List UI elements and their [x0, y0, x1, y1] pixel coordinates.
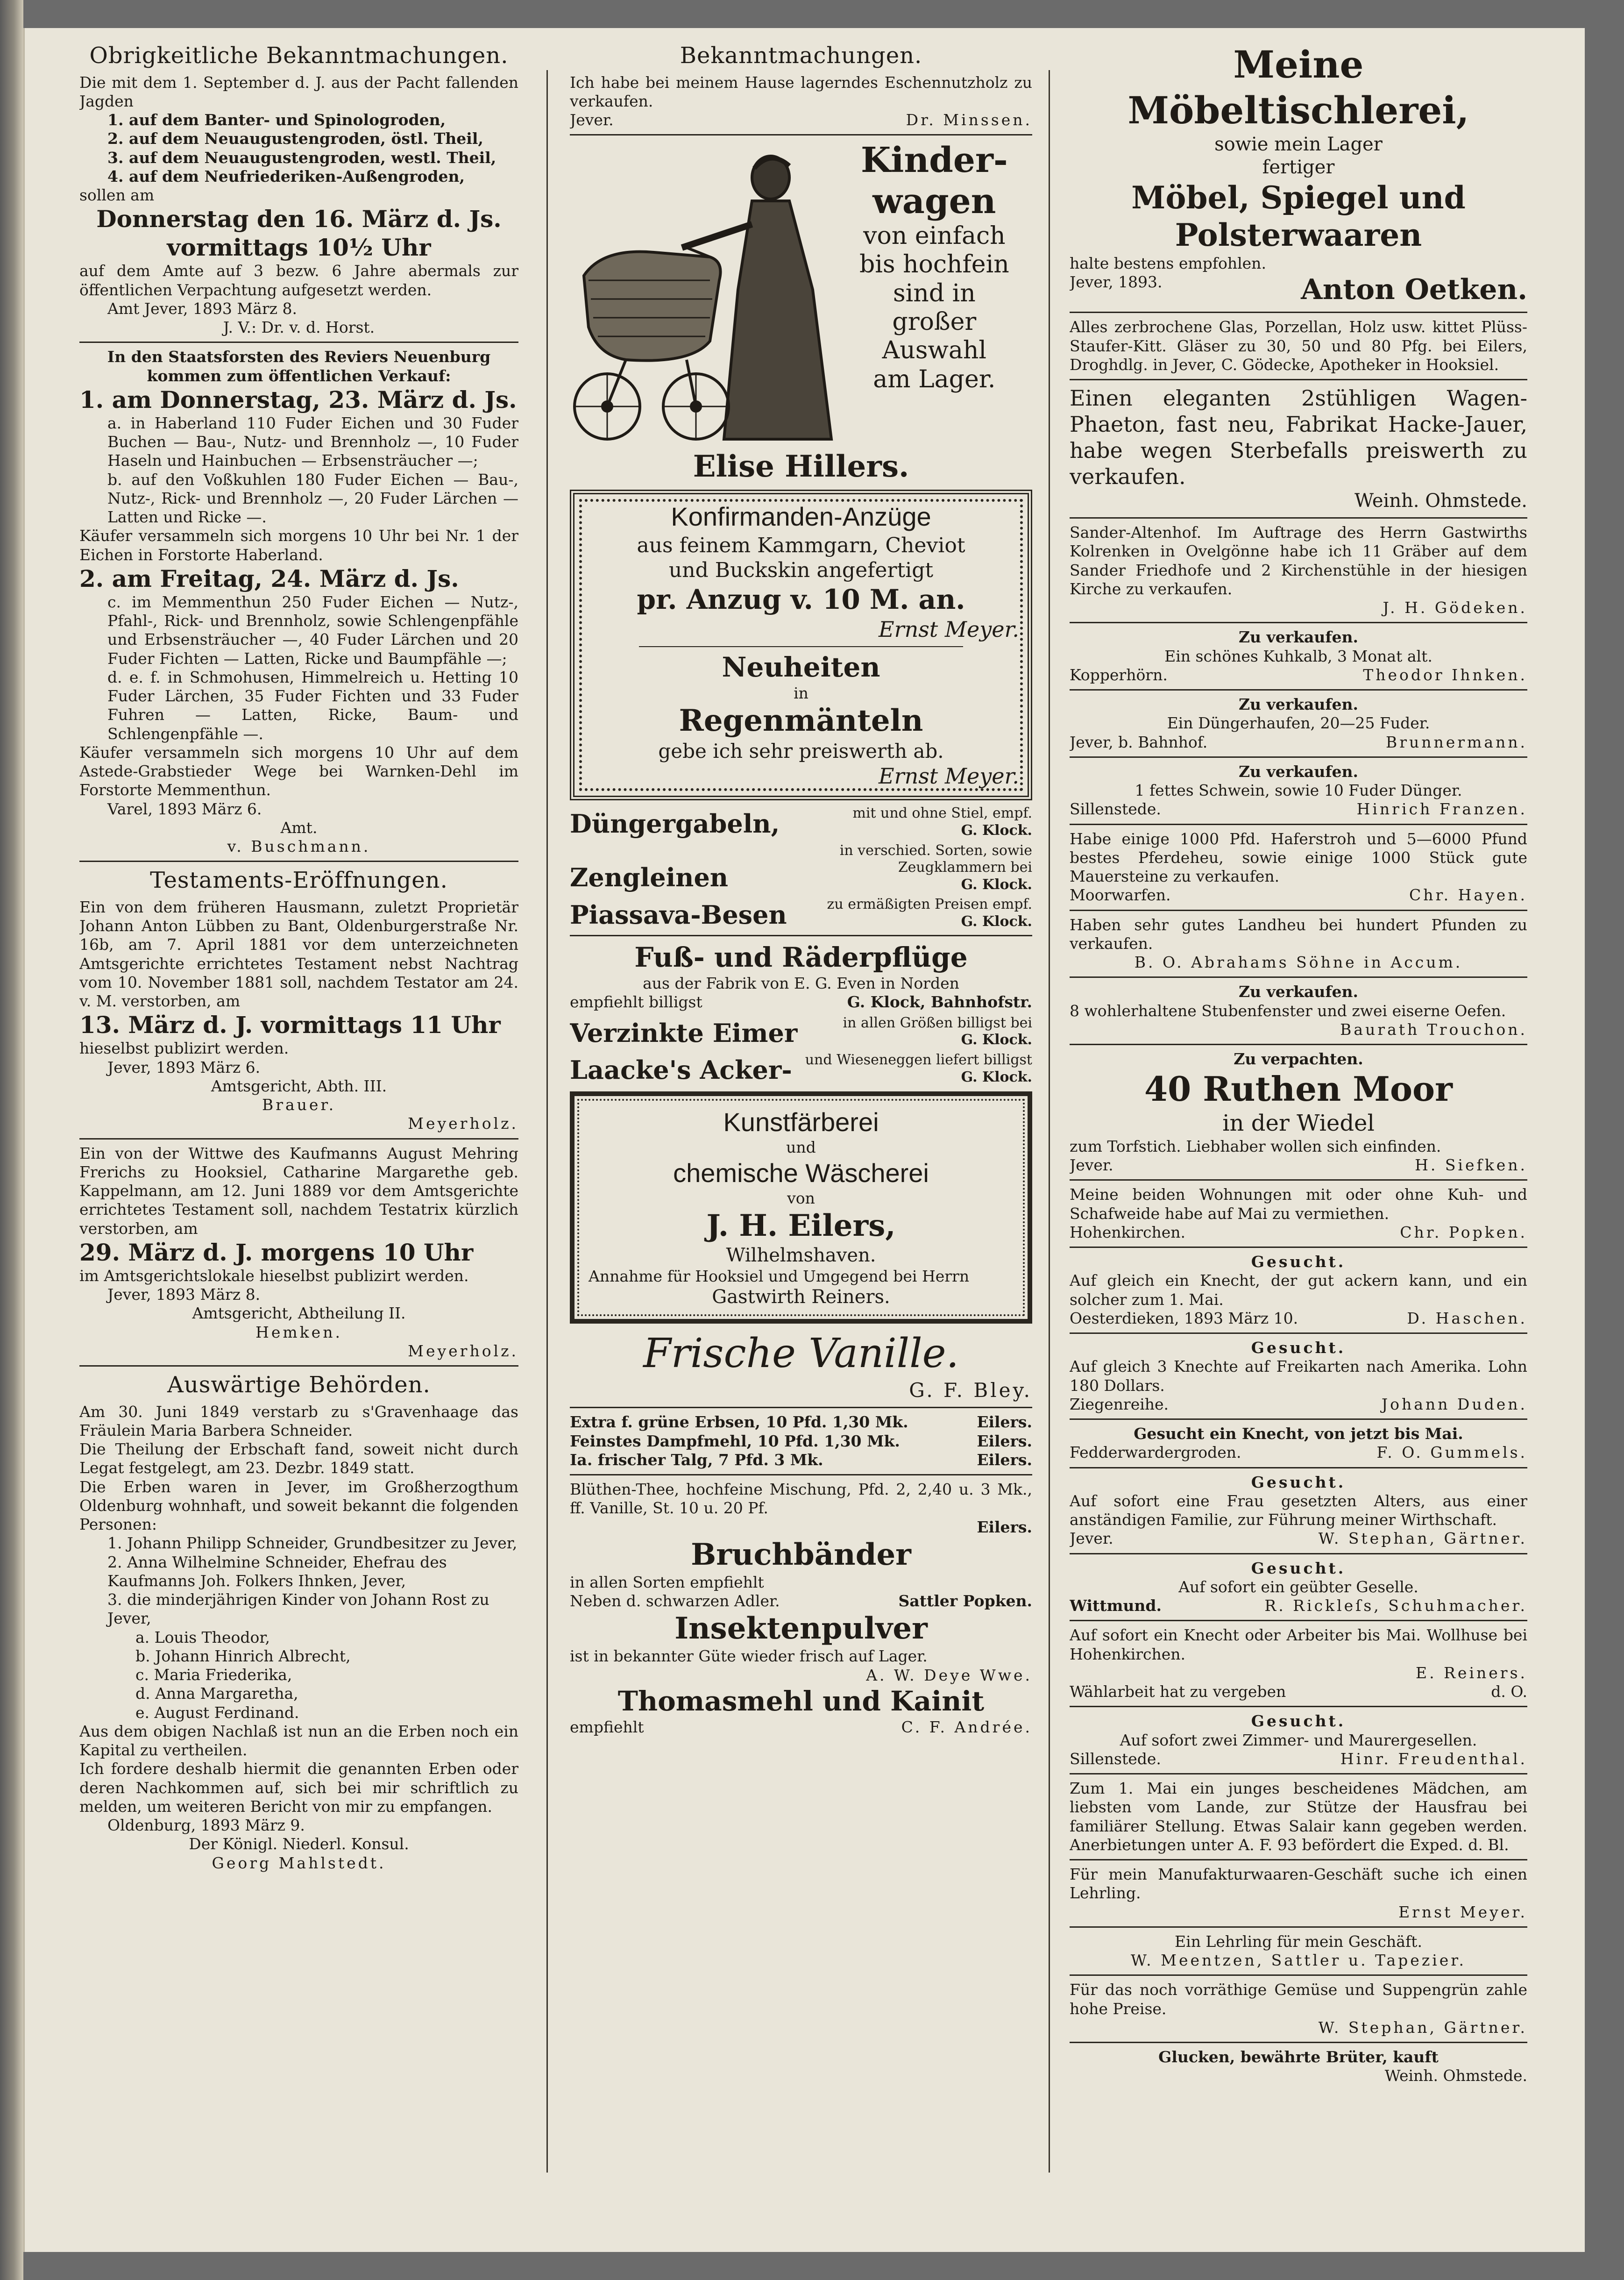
- divider: [1070, 1332, 1527, 1334]
- headline: Kunstfärberei: [723, 1107, 879, 1137]
- text: Wählarbeit hat zu vergeben: [1070, 1682, 1286, 1701]
- headline: Polsterwaaren: [1175, 217, 1422, 254]
- text: d. e. f. in Schmohusen, Himmelreich u. Hetting 10 Fuder Lärchen, 35 Fuder Fichten und 33 Fuder Fuhren — Latten, Ricke, Baum- und Schlengenpfähle —.: [107, 668, 518, 743]
- signature-row: [570, 111, 1032, 129]
- signature: Oldenburg, 1893 März 9.: [107, 1816, 305, 1835]
- advertiser-name: W. Stephan, Gärtner.: [1318, 1529, 1527, 1548]
- text: Ein Lehrling für mein Geschäft.: [1175, 1932, 1422, 1951]
- line: empfiehlt billigst: [570, 993, 702, 1012]
- text: zum Torfstich. Liebhaber wollen sich einfinden.: [1070, 1137, 1441, 1155]
- divider: [1070, 1467, 1527, 1468]
- signature-row: [1070, 1443, 1527, 1462]
- eilers-line: [570, 1432, 1032, 1451]
- signature: Amt Jever, 1893 März 8.: [107, 299, 298, 318]
- divider: [1070, 1773, 1527, 1774]
- advertiser-name: Hinr. Freudenthal.: [1340, 1749, 1527, 1768]
- ad-detail: [827, 896, 1032, 930]
- section-title-testament: Testaments-Eröffnungen.: [150, 867, 448, 894]
- divider: [570, 1474, 1032, 1475]
- line: in allen Größen billigst bei: [843, 1014, 1032, 1031]
- kunstfaerberei-box-ad: [570, 1091, 1032, 1324]
- divider: [639, 646, 963, 647]
- woman-with-pram-illustration: [570, 140, 850, 449]
- line: Extra f. grüne Erbsen, 10 Pfd. 1,30 Mk.: [570, 1413, 908, 1432]
- advertiser-name: d. O.: [1491, 1682, 1527, 1701]
- name: Dr. Minssen.: [906, 111, 1032, 129]
- line: sowie mein Lager: [1214, 134, 1383, 156]
- line: am Lager.: [873, 365, 996, 393]
- text: Auf gleich 3 Knechte auf Freikarten nach Amerika. Lohn 180 Dollars.: [1070, 1357, 1527, 1395]
- line: großer: [892, 308, 977, 336]
- classified-head: Zu verkaufen.: [1238, 762, 1359, 781]
- divider: [1070, 622, 1527, 623]
- divider: [1070, 517, 1527, 519]
- kinderwagen-text: [859, 140, 1009, 449]
- text: Habe einige 1000 Pfd. Haferstroh und 5—6000 Pfund bestes Pferdeheu, sowie einige 1000 Stück gute Mauersteine zu verkaufen.: [1070, 829, 1527, 886]
- place: Fedderwardergroden.: [1070, 1443, 1241, 1462]
- headline: Meine Möbeltischlerei,: [1128, 43, 1469, 132]
- signature-row: [1070, 886, 1527, 905]
- headline: Konfirmanden-Anzüge: [671, 502, 931, 532]
- column-rule: [546, 70, 548, 2173]
- advertiser-name: Ernst Meyer.: [879, 616, 1019, 642]
- signature-row: [570, 1592, 1032, 1610]
- advertiser-name: Johann Duden.: [1381, 1395, 1527, 1413]
- text: Ein schönes Kuhkalb, 3 Monat alt.: [1164, 647, 1433, 665]
- column-advertisements-middle: [570, 42, 1032, 2173]
- advertiser-name: W. Stephan, Gärtner.: [1318, 2018, 1527, 2037]
- advertiser-name: Eilers.: [977, 1450, 1032, 1469]
- classified-head: Gesucht.: [1251, 1473, 1346, 1491]
- headline: Kinder-: [860, 140, 1008, 181]
- line: fertiger: [1262, 156, 1335, 178]
- line: Annahme für Hooksiel und Umgegend bei Herrn: [589, 1267, 970, 1286]
- line: in der Wiedel: [1222, 1110, 1375, 1137]
- signature-row: [1070, 273, 1527, 307]
- place: Jever.: [570, 111, 614, 129]
- advertiser-name: G. Klock.: [961, 1069, 1032, 1085]
- text: Zum 1. Mai ein junges bescheidenes Mädchen, am liebsten vom Lande, zur Stütze der Hausfrau bei familiärer Stellung. Etwas Salair kann gegeben werden. Anerbietungen unter A. F. 93 befördert die Exped. d. Bl.: [1070, 1779, 1527, 1854]
- text: Ich habe bei meinem Hause lagerndes Eschennutzholz zu verkaufen.: [570, 73, 1032, 110]
- line: in: [794, 684, 808, 702]
- signature-row: [1070, 1223, 1527, 1242]
- ad-detail: [728, 842, 1032, 894]
- text: Käufer versammeln sich morgens 10 Uhr bei Nr. 1 der Eichen in Forstorte Haberland.: [79, 527, 518, 564]
- advertiser-name: F. O. Gummels.: [1376, 1443, 1527, 1462]
- line: Ia. frischer Talg, 7 Pfd. 3 Mk.: [570, 1450, 823, 1469]
- text: Glucken, bewährte Brüter, kauft: [1158, 2048, 1439, 2066]
- line: von einfach: [863, 221, 1006, 250]
- divider: [1070, 1418, 1527, 1420]
- line: gebe ich sehr preiswerth ab.: [658, 739, 944, 762]
- text: 8 wohlerhaltene Stubenfenster und zwei eiserne Oefen.: [1070, 1001, 1506, 1020]
- line: ist in bekannter Güte wieder frisch auf Lager.: [570, 1647, 928, 1666]
- signature-row: [1070, 1529, 1527, 1548]
- column-classifieds: [1070, 42, 1527, 2173]
- signature-row: [1070, 1682, 1527, 1701]
- divider: [1070, 1044, 1527, 1045]
- column-rule: [1049, 70, 1050, 2173]
- line: und Buckskin angefertigt: [668, 558, 934, 583]
- place: Sillenstede.: [1070, 800, 1161, 819]
- place: Jever.: [1070, 1529, 1113, 1548]
- line: halte bestens empfohlen.: [1070, 254, 1266, 272]
- divider: [79, 1365, 518, 1367]
- advertiser-name: Brunnermann.: [1385, 733, 1527, 751]
- advertiser-name: Anton Oetken.: [1301, 273, 1527, 306]
- text: In den Staatsforsten des Reviers Neuenburg kommen zum öffentlichen Verkauf:: [107, 348, 491, 385]
- divider: [1070, 689, 1527, 691]
- ad-detail: [805, 1052, 1032, 1086]
- sale-date: 1. am Donnerstag, 23. März d. Js.: [79, 385, 517, 413]
- divider: [1070, 1179, 1527, 1181]
- list-item: 3. die minderjährigen Kinder von Johann Rost zu Jever,: [107, 1590, 489, 1628]
- divider: [1070, 1553, 1527, 1554]
- classified-head: Zu verkaufen.: [1238, 983, 1359, 1001]
- line: Feinstes Dampfmehl, 10 Pfd. 1,30 Mk.: [570, 1432, 900, 1450]
- line: zu ermäßigten Preisen empf.: [827, 896, 1032, 913]
- line: und Wieseneggen liefert billigst: [805, 1051, 1032, 1068]
- advertiser-name: J. H. Gödeken.: [1383, 598, 1527, 617]
- advertiser-name: Eilers.: [977, 1413, 1032, 1432]
- signature-row: [1070, 800, 1527, 819]
- text: hieselbst publizirt werden.: [79, 1039, 289, 1058]
- advertiser-name: Eilers.: [977, 1432, 1032, 1450]
- book-spine: [0, 0, 23, 2280]
- advertiser-name: Theodor Ihnken.: [1363, 665, 1527, 684]
- section-title-obrig: Obrigkeitliche Bekanntmachungen.: [89, 43, 509, 69]
- advertiser-name: Baurath Trouchon.: [1340, 1020, 1527, 1039]
- advertiser-name: Elise Hillers.: [693, 449, 909, 484]
- ad-detail: [852, 805, 1032, 839]
- text: a. in Haberland 110 Fuder Eichen und 30 Fuder Buchen — Bau-, Nutz- und Brennholz —, 10 Fuder Haseln und Hainbuchen — Erbsensträucher —;: [107, 413, 518, 470]
- place: Sillenstede.: [1070, 1749, 1161, 1768]
- ad-zengleinen: [570, 842, 1032, 894]
- advertiser-name: H. Siefken.: [1415, 1156, 1527, 1175]
- advertiser-name: G. Klock.: [961, 1032, 1032, 1048]
- ad-detail: [843, 1015, 1032, 1049]
- list-item: a. Louis Theodor,: [135, 1628, 270, 1646]
- date-line: 13. März d. J. vormittags 11 Uhr: [79, 1011, 501, 1039]
- signature-row: [1070, 666, 1527, 684]
- line: und: [786, 1138, 816, 1157]
- divider: [1070, 756, 1527, 758]
- advertiser-name: E. Reiners.: [1416, 1663, 1527, 1682]
- divider: [1070, 312, 1527, 313]
- ad-piassava: [570, 896, 1032, 930]
- divider: [1070, 379, 1527, 380]
- text: Auf sofort ein geübter Geselle.: [1178, 1577, 1418, 1596]
- line: Wilhelmshaven.: [726, 1245, 876, 1267]
- text: Für das noch vorräthige Gemüse und Suppengrün zahle hohe Preise.: [1070, 1981, 1527, 2018]
- headline: Verzinkte Eimer: [570, 1018, 798, 1048]
- headline: Zengleinen: [570, 862, 729, 893]
- text: Die Erben waren in Jever, im Großherzogthum Oldenburg wohnhaft, und soweit bekannt die folgenden Personen:: [79, 1477, 518, 1534]
- signature-row: [1070, 1750, 1527, 1768]
- divider: [1070, 910, 1527, 911]
- text: Ich fordere deshalb hiermit die genannten Erben oder deren Nachkommen auf, sich bei mir schriftlich zu melden, um weiteren Bericht von mir zu empfangen.: [79, 1760, 518, 1816]
- signature: J. V.: Dr. v. d. Horst.: [223, 318, 375, 337]
- signature: Amt.: [280, 818, 318, 837]
- signature-row: [1070, 733, 1527, 752]
- headline: Laacke's Acker-: [570, 1055, 792, 1085]
- signature-row: [1070, 1395, 1527, 1414]
- line: sind in: [893, 279, 976, 307]
- place: Jever, b. Bahnhof.: [1070, 733, 1208, 751]
- advertiser-name: R. Rickleſs, Schuhmacher.: [1264, 1596, 1527, 1615]
- text: Gesucht ein Knecht, von jetzt bis Mai.: [1134, 1425, 1463, 1443]
- advertiser-name: Weinh. Ohmstede.: [1384, 2066, 1527, 2085]
- signature-row: [570, 993, 1032, 1012]
- signature: Varel, 1893 März 6.: [107, 799, 262, 818]
- signature: Amtsgericht, Abtheilung II.: [192, 1304, 406, 1323]
- section-title-auswaertig: Auswärtige Behörden.: [167, 1372, 431, 1398]
- headline: chemische Wäscherei: [673, 1158, 929, 1188]
- advertiser-name: C. F. Andrée.: [901, 1717, 1032, 1736]
- meyer-box-ad: [570, 490, 1032, 800]
- text: Sander-Altenhof. Im Auftrage des Herrn Gastwirths Kolrenken in Ovelgönne habe ich 11 Gräber auf dem Sander Friedhofe und 2 Kirchenstühle in der hiesigen Kirche zu verkaufen.: [1070, 523, 1527, 598]
- time-line: vormittags 10½ Uhr: [167, 234, 431, 262]
- section-title-bekannt: Bekanntmachungen.: [680, 43, 922, 69]
- advertiser-name: Chr. Hayen.: [1409, 886, 1527, 905]
- signature: Georg Mahlstedt.: [212, 1853, 386, 1872]
- text: c. im Memmenthun 250 Fuder Eichen — Nutz-, Pfahl-, Rick- und Brennholz, sowie Schlengenpfähle und Erbsensträucher —, 40 Fuder Lärchen und 20 Fuder Fichten — Latten, Ricke und Baumpfähle —;: [107, 592, 518, 668]
- line: mit und ohne Stiel, empf.: [852, 805, 1032, 822]
- text: im Amtsgerichtslokale hieselbst publizirt werden.: [79, 1266, 469, 1285]
- advertiser-name: Eilers.: [977, 1518, 1032, 1536]
- classified-head: Gesucht.: [1251, 1712, 1346, 1731]
- advertiser-name: Ernst Meyer.: [879, 763, 1019, 789]
- classified-head: Zu verpachten.: [1234, 1050, 1363, 1069]
- list-item: 2. auf dem Neuaugustengroden, östl. Theil,: [107, 129, 483, 148]
- sale-date: 2. am Freitag, 24. März d. Js.: [79, 564, 459, 592]
- signature: Brauer.: [262, 1096, 336, 1114]
- text: 1 fettes Schwein, sowie 10 Fuder Dünger.: [1135, 781, 1462, 800]
- line: aus feinem Kammgarn, Cheviot: [637, 533, 965, 557]
- place: Jever, 1893.: [1070, 273, 1163, 292]
- text: Ein von dem früheren Hausmann, zuletzt Proprietär Johann Anton Lübben zu Bant, Oldenburgerstraße Nr. 16b, am 7. April 1881 vor dem unterzeichneten Amtsgerichte errichtetes Testament nebst Nachtrag vom 10. November 1881 soll, nachdem Testator am 24. v. M. verstorben, am: [79, 898, 518, 1011]
- text: Auf sofort zwei Zimmer- und Maurergesellen.: [1120, 1731, 1477, 1749]
- line: von: [787, 1189, 815, 1207]
- signature: Jever, 1893 März 8.: [107, 1285, 261, 1304]
- headline-vanille: Frische Vanille.: [643, 1330, 959, 1377]
- date-line: Donnerstag den 16. März d. Js.: [96, 205, 502, 233]
- headline: Piassava-Besen: [570, 899, 787, 930]
- advertiser-name: Hinrich Franzen.: [1356, 800, 1527, 819]
- text: Ein Düngerhaufen, 20—25 Fuder.: [1167, 714, 1430, 733]
- advertiser-name: Chr. Popken.: [1400, 1223, 1527, 1241]
- divider: [570, 935, 1032, 936]
- place: Moorwarfen.: [1070, 886, 1171, 905]
- text: sollen am: [79, 186, 155, 205]
- eilers-line: [570, 1451, 1032, 1469]
- text: auf dem Amte auf 3 bezw. 6 Jahre abermals zur öffentlichen Verpachtung aufgesetzt werden.: [79, 262, 518, 299]
- divider: [1070, 1620, 1527, 1621]
- classified-head: Zu verkaufen.: [1238, 628, 1359, 647]
- text: Auf sofort eine Frau gesetzten Alters, aus einer anständigen Familie, zur Führung meiner Wirthschaft.: [1070, 1491, 1527, 1529]
- headline: Düngergabeln,: [570, 808, 780, 839]
- list-item: e. August Ferdinand.: [135, 1703, 299, 1722]
- headline: 40 Ruthen Moor: [1144, 1069, 1453, 1109]
- classified-head: Gesucht.: [1251, 1559, 1346, 1577]
- classified-head: Gesucht.: [1251, 1253, 1346, 1271]
- signature: Jever, 1893 März 6.: [107, 1058, 261, 1076]
- list-item: 2. Anna Wilhelmine Schneider, Ehefrau des Kaufmanns Joh. Folkers Ihnken, Jever,: [107, 1553, 447, 1590]
- list-item: 4. auf dem Neufriederiken-Außengroden,: [107, 167, 465, 185]
- headline: Insektenpulver: [674, 1611, 928, 1646]
- text: Ein von der Wittwe des Kaufmanns August Mehring Frerichs zu Hooksiel, Catharine Margarethe geb. Kappelmann, am 12. Juni 1889 vor dem Amtsgerichte errichtetes Testament soll, nachdem Testatrix kürzlich verstorben, am: [79, 1144, 518, 1238]
- line: bis hochfein: [859, 250, 1009, 279]
- text: Alles zerbrochene Glas, Porzellan, Holz usw. kittet Plüss-Staufer-Kitt. Gläser zu 30, 50 und 80 Pfg. bei Eilers, Droghdlg. in Jever, C. Gödecke, Apotheker in Hooksiel.: [1070, 318, 1527, 374]
- signature-row: [570, 1718, 1032, 1737]
- headline: wagen: [872, 181, 996, 221]
- advertiser-name: D. Haschen.: [1407, 1309, 1527, 1327]
- text: Käufer versammeln sich morgens 10 Uhr auf dem Astede-Grabstieder Wege bei Warnken-Dehl im Forstorte Memmenthun.: [79, 743, 518, 799]
- ad-eimer: [570, 1015, 1032, 1049]
- advertiser-name: Gastwirth Reiners.: [712, 1286, 890, 1308]
- line: Blüthen-Thee, hochfeine Mischung, Pfd. 2, 2,40 u. 3 Mk., ff. Vanille, St. 10 u. 20 Pf.: [570, 1480, 1032, 1518]
- advertiser-name: G. Klock.: [961, 822, 1032, 839]
- signature: Der Königl. Niederl. Konsul.: [189, 1835, 409, 1853]
- place: Kopperhörn.: [1070, 665, 1168, 684]
- advertiser-name: G. Klock, Bahnhofstr.: [847, 993, 1032, 1012]
- divider: [79, 342, 518, 343]
- divider: [1070, 1926, 1527, 1928]
- ad-eggen: [570, 1052, 1032, 1086]
- signature: v. Buschmann.: [227, 837, 371, 856]
- list-item: d. Anna Margaretha,: [135, 1684, 298, 1703]
- place: Hohenkirchen.: [1070, 1223, 1186, 1241]
- text: Einen eleganten 2stühligen Wagen-Phaeton, fast neu, Fabrikat Hacke-Jauer, habe wegen Sterbefalls preiswerth zu verkaufen.: [1070, 385, 1527, 490]
- signature: Hemken.: [255, 1323, 342, 1341]
- date-line: 29. März d. J. morgens 10 Uhr: [79, 1238, 474, 1266]
- advertiser-name: G. Klock.: [961, 913, 1032, 930]
- line: Neben d. schwarzen Adler.: [570, 1592, 780, 1610]
- divider: [1070, 1706, 1527, 1707]
- divider: [570, 1407, 1032, 1408]
- eilers-line: [570, 1413, 1032, 1432]
- text: Auf sofort ein Knecht oder Arbeiter bis Mai. Wollhuse bei Hohenkirchen.: [1070, 1626, 1527, 1663]
- line: empfiehlt: [570, 1717, 644, 1736]
- list-item: c. Maria Friederika,: [135, 1666, 292, 1684]
- advertiser-name: J. H. Eilers,: [706, 1208, 896, 1244]
- headline: Bruchbänder: [691, 1537, 911, 1572]
- signature: Amtsgericht, Abth. III.: [211, 1076, 387, 1095]
- text: Aus dem obigen Nachlaß ist nun an die Erben noch ein Kapital zu vertheilen.: [79, 1722, 518, 1760]
- divider: [1070, 824, 1527, 825]
- list-item: 1. Johann Philipp Schneider, Grundbesitzer zu Jever,: [107, 1534, 518, 1553]
- advertiser-name: Sattler Popken.: [898, 1592, 1032, 1610]
- text: b. auf den Voßkuhlen 180 Fuder Eichen — Bau-, Nutz-, Rick- und Brennholz —, 20 Fuder Lärchen — Latten und Ricke —.: [107, 470, 518, 527]
- price: pr. Anzug v. 10 M. an.: [637, 584, 965, 616]
- advertiser-name: G. Klock.: [961, 876, 1032, 893]
- signature: Meyerholz.: [408, 1114, 518, 1133]
- signature-row: [1070, 1156, 1527, 1175]
- divider: [1070, 1974, 1527, 1976]
- column-official-notices: [79, 42, 518, 2173]
- list-item: 1. auf dem Banter- und Spinologroden,: [107, 111, 446, 129]
- jagden-list: [79, 111, 518, 186]
- line: Auswahl: [882, 336, 987, 365]
- divider: [79, 1138, 518, 1140]
- line: in verschied. Sorten, sowie Zeugklammern bei: [839, 842, 1032, 876]
- headline: Fuß- und Räderpflüge: [634, 941, 968, 974]
- list-item: 3. auf dem Neuaugustengroden, westl. Theil,: [107, 148, 496, 167]
- headline: Möbel, Spiegel und: [1131, 179, 1466, 216]
- divider: [570, 134, 1032, 135]
- place: Ziegenreihe.: [1070, 1395, 1169, 1413]
- text: Die mit dem 1. September d. J. aus der Pacht fallenden Jagden: [79, 73, 518, 110]
- headline: Thomasmehl und Kainit: [617, 1685, 985, 1717]
- list-item: b. Johann Hinrich Albrecht,: [135, 1646, 351, 1665]
- advertiser-name: G. F. Bley.: [909, 1379, 1032, 1402]
- advertiser-name: Weinh. Ohmstede.: [1354, 490, 1527, 512]
- divider: [79, 861, 518, 862]
- text: Am 30. Juni 1849 verstarb zu s'Gravenhaage das Fräulein Maria Barbera Schneider.: [79, 1402, 518, 1439]
- signature: Meyerholz.: [408, 1341, 518, 1360]
- text: Die Theilung der Erbschaft fand, soweit nicht durch Legat festgelegt, am 23. Dezbr. 1849 statt.: [79, 1440, 518, 1477]
- line: aus der Fabrik von E. G. Even in Norden: [643, 974, 959, 993]
- kinderwagen-ad: [570, 140, 1032, 449]
- ad-duengergabeln: [570, 805, 1032, 839]
- divider: [1070, 1247, 1527, 1248]
- text: Meine beiden Wohnungen mit oder ohne Kuh- und Schafweide habe auf Mai zu vermiethen.: [1070, 1185, 1527, 1223]
- divider: [1070, 1859, 1527, 1860]
- advertiser-name: B. O. Abrahams Söhne in Accum.: [1134, 953, 1463, 972]
- text: Für mein Manufakturwaaren-Geschäft suche ich einen Lehrling.: [1070, 1865, 1527, 1902]
- divider: [1070, 976, 1527, 978]
- signature-row: [1070, 1309, 1527, 1328]
- text: Auf gleich ein Knecht, der gut ackern kann, und ein solcher zum 1. Mai.: [1070, 1271, 1527, 1309]
- headline: Regenmänteln: [679, 703, 923, 738]
- text: Haben sehr gutes Landheu bei hundert Pfunden zu verkaufen.: [1070, 915, 1527, 953]
- classified-head: Gesucht.: [1251, 1339, 1346, 1357]
- classified-head: Zu verkaufen.: [1238, 695, 1359, 714]
- advertiser-name: A. W. Deye Wwe.: [866, 1666, 1032, 1684]
- line: in allen Sorten empfiehlt: [570, 1573, 764, 1591]
- divider: [1070, 2042, 1527, 2043]
- advertiser-name: W. Meentzen, Sattler u. Tapezier.: [1131, 1951, 1466, 1970]
- signature-row: [1070, 1596, 1527, 1615]
- headline: Neuheiten: [722, 651, 880, 683]
- place: Wittmund.: [1070, 1596, 1162, 1615]
- place: Oesterdieken, 1893 März 10.: [1070, 1309, 1298, 1327]
- advertiser-name: Ernst Meyer.: [1398, 1902, 1527, 1921]
- place: Jever.: [1070, 1156, 1113, 1175]
